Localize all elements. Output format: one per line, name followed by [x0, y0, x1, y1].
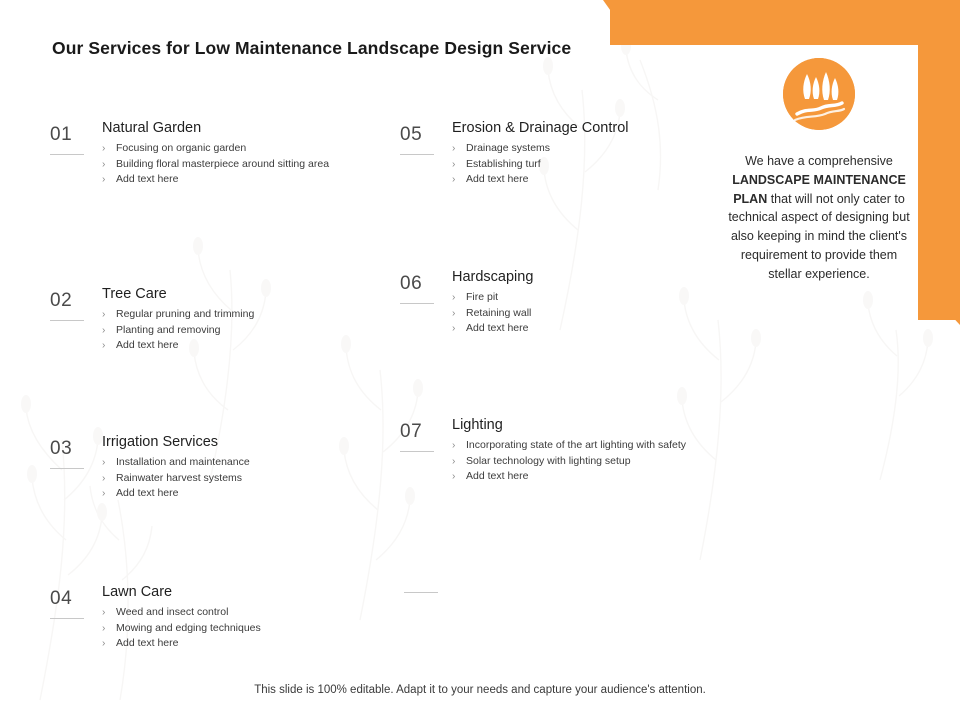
chevron-right-icon: › — [452, 455, 456, 467]
bullet-text: Retaining wall — [466, 306, 532, 319]
chevron-right-icon: › — [102, 488, 106, 499]
list-item — [102, 307, 430, 323]
service-title: Erosion & Drainage Control — [452, 120, 629, 136]
service-bullets — [452, 290, 700, 337]
chevron-right-icon: › — [452, 440, 456, 451]
list-item — [452, 438, 700, 454]
service-title: Lighting — [452, 417, 503, 433]
service-number: 01 — [50, 124, 73, 145]
bullet-text: Add text here — [116, 173, 179, 185]
bullet-text: Drainage systems — [466, 142, 551, 154]
list-item — [452, 469, 700, 485]
service-item-01[interactable] — [50, 120, 430, 286]
service-title: Natural Garden — [102, 120, 202, 136]
number-underline — [50, 468, 84, 469]
service-number: 02 — [50, 290, 73, 311]
decor-orange-diagonal-top — [603, 0, 635, 45]
list-item — [102, 141, 430, 157]
service-bullets — [452, 438, 700, 485]
list-item — [452, 172, 700, 188]
list-item — [102, 323, 430, 339]
chevron-right-icon: › — [452, 323, 456, 334]
number-underline — [400, 154, 434, 155]
service-number-wrap-05 — [400, 120, 452, 155]
bullet-text: Installation and maintenance — [116, 456, 250, 468]
service-number: 04 — [50, 588, 73, 609]
chevron-right-icon: › — [452, 471, 456, 482]
number-underline — [400, 451, 434, 452]
list-item — [102, 172, 430, 188]
service-number-wrap-06 — [400, 269, 452, 304]
chevron-right-icon: › — [102, 324, 106, 336]
bullet-text: Rainwater harvest systems — [116, 471, 243, 484]
chevron-right-icon: › — [102, 158, 106, 170]
highlight-text-emphasis: LANDSCAPE MAINTENANCE PLAN — [732, 172, 906, 206]
bullet-text: Weed and insect control — [116, 606, 229, 618]
services-left-column — [50, 120, 430, 652]
service-number: 05 — [400, 124, 423, 145]
chevron-right-icon: › — [102, 309, 106, 320]
list-item — [452, 306, 700, 322]
highlight-text-part1: We have a comprehensive — [745, 154, 893, 168]
bullet-text: Regular pruning and trimming — [116, 308, 255, 320]
chevron-right-icon: › — [102, 340, 106, 351]
list-item — [102, 486, 430, 502]
decor-orange-top-bar — [610, 0, 960, 45]
bullet-text: Focusing on organic garden — [116, 142, 247, 154]
bullet-text: Add text here — [116, 487, 179, 499]
list-item — [102, 621, 430, 637]
list-item — [102, 636, 430, 652]
bullet-text: Establishing turf — [466, 157, 541, 170]
decor-orange-right-bar — [918, 0, 960, 320]
list-item — [102, 605, 430, 621]
chevron-right-icon: › — [102, 607, 106, 618]
landscape-trees-river-icon — [783, 58, 855, 130]
service-bullets — [102, 307, 430, 354]
decor-orange-diagonal-bottom — [918, 280, 960, 325]
bullet-text: Building floral masterpiece around sitting area — [116, 157, 330, 170]
service-number: 03 — [50, 438, 73, 459]
service-title: Lawn Care — [102, 584, 173, 600]
bullet-text: Solar technology with lighting setup — [466, 454, 631, 467]
bullet-text: Add text here — [466, 322, 529, 334]
service-bullets — [102, 605, 430, 652]
chevron-right-icon: › — [452, 158, 456, 170]
chevron-right-icon: › — [102, 174, 106, 185]
chevron-right-icon: › — [102, 472, 106, 484]
chevron-right-icon: › — [102, 622, 106, 634]
service-number: 07 — [400, 421, 423, 442]
service-number-wrap-02 — [50, 286, 102, 321]
slide-footer-note: This slide is 100% editable. Adapt it to your needs and capture your audience's attention. — [254, 684, 706, 696]
service-bullets — [452, 141, 700, 188]
service-bullets — [102, 141, 430, 188]
list-item — [452, 321, 700, 337]
chevron-right-icon: › — [102, 457, 106, 468]
service-item-05[interactable] — [400, 120, 700, 269]
service-title: Tree Care — [102, 286, 167, 302]
services-mid-column — [400, 120, 700, 485]
service-number: 06 — [400, 273, 423, 294]
list-item — [452, 157, 700, 173]
service-number-wrap-01 — [50, 120, 102, 155]
service-number-wrap-03 — [50, 434, 102, 469]
bullet-text: Add text here — [466, 470, 529, 482]
chevron-right-icon: › — [452, 292, 456, 303]
chevron-right-icon: › — [452, 174, 456, 185]
service-item-06[interactable] — [400, 269, 700, 417]
service-bullets — [102, 455, 430, 502]
highlight-panel — [724, 58, 914, 283]
list-item — [102, 471, 430, 487]
bullet-text: Add text here — [116, 339, 179, 351]
decor-rule-bottom — [404, 592, 438, 593]
service-item-04[interactable] — [50, 584, 430, 652]
list-item — [452, 141, 700, 157]
list-item — [102, 157, 430, 173]
service-title: Hardscaping — [452, 269, 534, 285]
list-item — [452, 290, 700, 306]
service-item-02[interactable] — [50, 286, 430, 434]
bullet-text: Add text here — [116, 637, 179, 649]
service-number-wrap-04 — [50, 584, 102, 619]
list-item — [102, 338, 430, 354]
list-item — [452, 454, 700, 470]
page-title: Our Services for Low Maintenance Landscape Design Service — [52, 38, 572, 58]
number-underline — [50, 320, 84, 321]
bullet-text: Add text here — [466, 173, 529, 185]
chevron-right-icon: › — [452, 143, 456, 154]
service-title: Irrigation Services — [102, 434, 219, 450]
chevron-right-icon: › — [102, 638, 106, 649]
highlight-text-part2: that will not only cater to technical aspect of designing but also keeping in mind the client's requirement to provide them stellar experience. — [728, 191, 910, 281]
bullet-text: Mowing and edging techniques — [116, 621, 261, 634]
list-item — [102, 455, 430, 471]
highlight-text — [724, 152, 914, 283]
service-item-07[interactable] — [400, 417, 700, 485]
bullet-text: Incorporating state of the art lighting with safety — [466, 439, 687, 451]
service-item-03[interactable] — [50, 434, 430, 584]
number-underline — [50, 618, 84, 619]
service-number-wrap-07 — [400, 417, 452, 452]
number-underline — [400, 303, 434, 304]
number-underline — [50, 154, 84, 155]
chevron-right-icon: › — [452, 307, 456, 319]
bullet-text: Planting and removing — [116, 323, 221, 336]
bullet-text: Fire pit — [466, 291, 499, 303]
chevron-right-icon: › — [102, 143, 106, 154]
